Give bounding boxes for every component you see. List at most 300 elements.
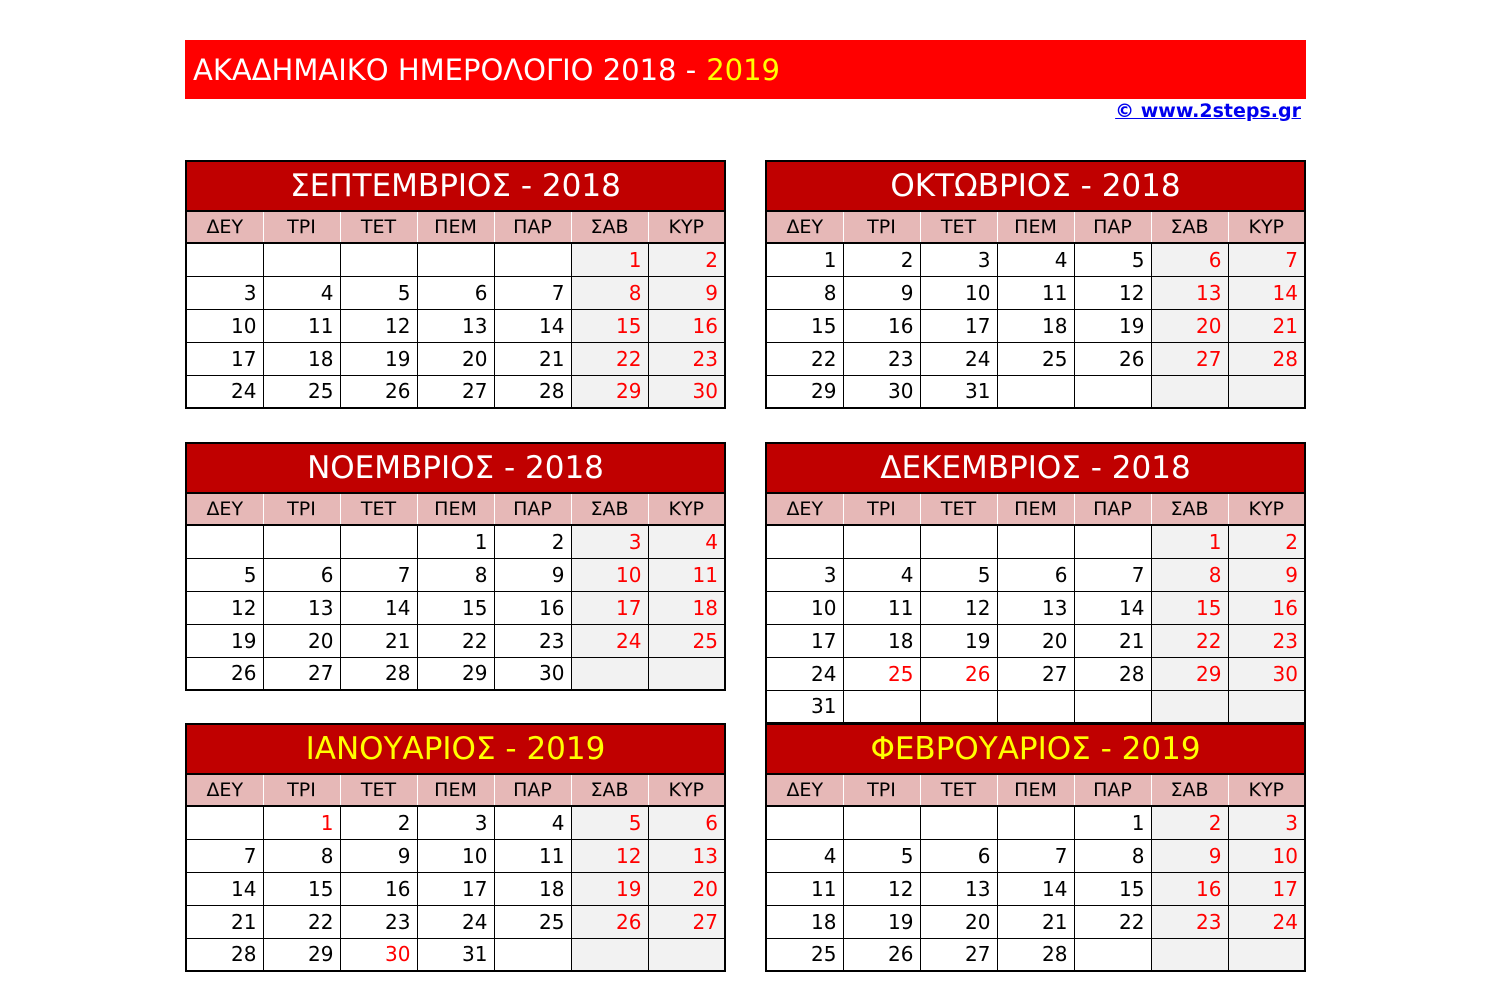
weekday-header: ΔΕΥ — [766, 211, 843, 243]
day-cell: 29 — [263, 938, 340, 971]
day-cell — [494, 938, 571, 971]
day-cell: 22 — [417, 624, 494, 657]
weekday-header: ΚΥΡ — [648, 774, 725, 806]
day-cell: 12 — [843, 872, 920, 905]
day-cell: 1 — [1151, 525, 1228, 558]
weekday-header: ΤΕΤ — [920, 211, 997, 243]
day-cell: 20 — [263, 624, 340, 657]
day-cell: 24 — [571, 624, 648, 657]
day-cell: 4 — [997, 243, 1074, 276]
day-cell: 24 — [186, 375, 263, 408]
day-cell — [997, 375, 1074, 408]
day-cell: 29 — [571, 375, 648, 408]
day-cell: 21 — [186, 905, 263, 938]
day-cell: 9 — [340, 839, 417, 872]
day-cell: 6 — [997, 558, 1074, 591]
day-cell: 21 — [340, 624, 417, 657]
day-cell — [1228, 938, 1305, 971]
month-table — [765, 723, 1306, 972]
day-cell: 24 — [417, 905, 494, 938]
weekday-header: ΠΕΜ — [997, 493, 1074, 525]
day-cell: 24 — [1228, 905, 1305, 938]
month-table — [765, 160, 1306, 409]
day-cell: 5 — [1074, 243, 1151, 276]
day-cell: 25 — [263, 375, 340, 408]
week-row — [186, 657, 725, 690]
month-title: ΦΕΒΡΟΥΑΡΙΟΣ - 2019 — [766, 724, 1305, 774]
week-row — [186, 591, 725, 624]
day-cell: 8 — [1151, 558, 1228, 591]
day-cell: 25 — [843, 657, 920, 690]
day-cell — [186, 243, 263, 276]
day-cell: 21 — [494, 342, 571, 375]
day-cell: 27 — [648, 905, 725, 938]
day-cell: 14 — [340, 591, 417, 624]
day-cell: 8 — [766, 276, 843, 309]
day-cell: 27 — [1151, 342, 1228, 375]
day-cell: 15 — [263, 872, 340, 905]
day-cell: 16 — [494, 591, 571, 624]
day-cell: 1 — [571, 243, 648, 276]
weekday-header: ΤΡΙ — [263, 774, 340, 806]
weekday-header: ΤΡΙ — [843, 774, 920, 806]
day-cell: 23 — [1151, 905, 1228, 938]
day-cell: 2 — [1228, 525, 1305, 558]
day-cell — [997, 806, 1074, 839]
day-cell: 20 — [417, 342, 494, 375]
day-cell: 13 — [417, 309, 494, 342]
weekday-header: ΚΥΡ — [1228, 493, 1305, 525]
day-cell: 7 — [186, 839, 263, 872]
day-cell: 7 — [494, 276, 571, 309]
day-cell: 16 — [648, 309, 725, 342]
day-cell: 9 — [843, 276, 920, 309]
weekday-header: ΔΕΥ — [766, 774, 843, 806]
day-cell: 17 — [186, 342, 263, 375]
day-cell — [1074, 375, 1151, 408]
day-cell: 4 — [648, 525, 725, 558]
month-title: ΟΚΤΩΒΡΙΟΣ - 2018 — [766, 161, 1305, 211]
weekday-header: ΚΥΡ — [648, 493, 725, 525]
day-cell: 8 — [263, 839, 340, 872]
month-calendar — [765, 160, 1306, 409]
weekday-header: ΤΡΙ — [843, 493, 920, 525]
weekday-header: ΚΥΡ — [1228, 774, 1305, 806]
day-cell: 22 — [263, 905, 340, 938]
day-cell: 16 — [1151, 872, 1228, 905]
month-title: ΣΕΠΤΕΜΒΡΙΟΣ - 2018 — [186, 161, 725, 211]
weekday-header: ΠΑΡ — [1074, 493, 1151, 525]
day-cell — [571, 938, 648, 971]
day-cell: 22 — [571, 342, 648, 375]
day-cell: 17 — [1228, 872, 1305, 905]
day-cell — [1228, 690, 1305, 723]
day-cell: 2 — [648, 243, 725, 276]
day-cell: 4 — [494, 806, 571, 839]
day-cell — [263, 243, 340, 276]
day-cell: 26 — [920, 657, 997, 690]
day-cell: 11 — [263, 309, 340, 342]
day-cell: 17 — [920, 309, 997, 342]
week-row — [766, 276, 1305, 309]
day-cell: 17 — [417, 872, 494, 905]
day-cell: 26 — [843, 938, 920, 971]
weekday-header: ΠΕΜ — [417, 493, 494, 525]
day-cell: 29 — [417, 657, 494, 690]
day-cell: 28 — [494, 375, 571, 408]
day-cell: 6 — [417, 276, 494, 309]
day-cell — [571, 657, 648, 690]
day-cell: 12 — [571, 839, 648, 872]
month-table — [185, 160, 726, 409]
weekday-header: ΤΕΤ — [340, 211, 417, 243]
month-table — [765, 442, 1306, 724]
day-cell: 9 — [1151, 839, 1228, 872]
day-cell: 2 — [1151, 806, 1228, 839]
day-cell: 6 — [1151, 243, 1228, 276]
day-cell: 15 — [417, 591, 494, 624]
day-cell: 6 — [263, 558, 340, 591]
day-cell: 11 — [997, 276, 1074, 309]
page-title-banner — [185, 40, 1306, 99]
month-calendar — [185, 160, 726, 409]
day-cell — [766, 806, 843, 839]
week-row — [766, 375, 1305, 408]
day-cell: 18 — [766, 905, 843, 938]
month-calendar — [185, 723, 726, 972]
day-cell: 13 — [648, 839, 725, 872]
day-cell: 23 — [843, 342, 920, 375]
day-cell: 20 — [648, 872, 725, 905]
day-cell: 20 — [1151, 309, 1228, 342]
day-cell — [1151, 938, 1228, 971]
weekday-header: ΤΕΤ — [340, 493, 417, 525]
weekday-header: ΔΕΥ — [186, 493, 263, 525]
week-row — [766, 657, 1305, 690]
day-cell — [494, 243, 571, 276]
day-cell: 28 — [1074, 657, 1151, 690]
day-cell: 26 — [340, 375, 417, 408]
page-title-year: 2019 — [706, 52, 780, 87]
month-title: ΝΟΕΜΒΡΙΟΣ - 2018 — [186, 443, 725, 493]
day-cell: 10 — [920, 276, 997, 309]
day-cell — [186, 525, 263, 558]
month-title: ΔΕΚΕΜΒΡΙΟΣ - 2018 — [766, 443, 1305, 493]
week-row — [186, 905, 725, 938]
day-cell — [843, 806, 920, 839]
day-cell: 2 — [843, 243, 920, 276]
weekday-header: ΔΕΥ — [766, 493, 843, 525]
day-cell — [843, 690, 920, 723]
day-cell: 16 — [340, 872, 417, 905]
weekday-header: ΣΑΒ — [1151, 774, 1228, 806]
day-cell: 19 — [571, 872, 648, 905]
day-cell: 12 — [1074, 276, 1151, 309]
weekday-header: ΣΑΒ — [571, 493, 648, 525]
weekday-header: ΠΑΡ — [494, 211, 571, 243]
day-cell: 22 — [766, 342, 843, 375]
week-row — [186, 342, 725, 375]
weekday-header: ΤΕΤ — [920, 774, 997, 806]
weekday-header: ΚΥΡ — [648, 211, 725, 243]
day-cell: 9 — [1228, 558, 1305, 591]
weekday-header: ΤΡΙ — [263, 493, 340, 525]
day-cell: 18 — [648, 591, 725, 624]
weekday-header: ΠΕΜ — [997, 774, 1074, 806]
day-cell — [766, 525, 843, 558]
day-cell: 27 — [263, 657, 340, 690]
day-cell: 3 — [186, 276, 263, 309]
week-row — [766, 342, 1305, 375]
week-row — [766, 243, 1305, 276]
weekday-header: ΚΥΡ — [1228, 211, 1305, 243]
day-cell: 7 — [997, 839, 1074, 872]
weekday-header: ΤΡΙ — [263, 211, 340, 243]
day-cell: 11 — [648, 558, 725, 591]
day-cell: 12 — [340, 309, 417, 342]
day-cell: 31 — [920, 375, 997, 408]
weekday-header: ΤΕΤ — [340, 774, 417, 806]
day-cell: 17 — [766, 624, 843, 657]
day-cell: 19 — [340, 342, 417, 375]
week-row — [186, 309, 725, 342]
week-row — [186, 525, 725, 558]
day-cell: 7 — [1074, 558, 1151, 591]
day-cell: 10 — [766, 591, 843, 624]
month-table — [185, 442, 726, 691]
day-cell: 19 — [186, 624, 263, 657]
week-row — [766, 558, 1305, 591]
day-cell — [1151, 690, 1228, 723]
month-table — [185, 723, 726, 972]
weekday-header: ΠΕΜ — [417, 211, 494, 243]
day-cell: 29 — [1151, 657, 1228, 690]
day-cell — [340, 243, 417, 276]
month-calendar — [185, 442, 726, 691]
day-cell: 7 — [340, 558, 417, 591]
day-cell — [920, 525, 997, 558]
week-row — [766, 806, 1305, 839]
day-cell: 6 — [648, 806, 725, 839]
week-row — [186, 243, 725, 276]
week-row — [766, 938, 1305, 971]
day-cell: 24 — [766, 657, 843, 690]
weekday-header: ΠΑΡ — [1074, 774, 1151, 806]
weekday-header: ΤΕΤ — [920, 493, 997, 525]
day-cell: 14 — [186, 872, 263, 905]
week-row — [766, 525, 1305, 558]
week-row — [766, 872, 1305, 905]
day-cell: 12 — [920, 591, 997, 624]
day-cell: 3 — [766, 558, 843, 591]
page-title: ΑΚΑΔΗΜΑΙΚΟ ΗΜΕΡΟΛΟΓΙΟ 2018 - — [193, 52, 697, 87]
month-calendar — [765, 723, 1306, 972]
day-cell: 13 — [920, 872, 997, 905]
day-cell: 3 — [571, 525, 648, 558]
week-row — [186, 806, 725, 839]
day-cell: 12 — [186, 591, 263, 624]
day-cell: 18 — [494, 872, 571, 905]
day-cell: 16 — [843, 309, 920, 342]
day-cell: 26 — [571, 905, 648, 938]
day-cell: 20 — [920, 905, 997, 938]
day-cell: 8 — [1074, 839, 1151, 872]
day-cell: 5 — [340, 276, 417, 309]
day-cell: 18 — [843, 624, 920, 657]
day-cell: 28 — [340, 657, 417, 690]
day-cell: 19 — [1074, 309, 1151, 342]
day-cell: 13 — [263, 591, 340, 624]
day-cell: 25 — [648, 624, 725, 657]
weekday-header: ΣΑΒ — [571, 774, 648, 806]
day-cell — [1074, 690, 1151, 723]
day-cell: 25 — [766, 938, 843, 971]
day-cell: 1 — [766, 243, 843, 276]
day-cell: 2 — [340, 806, 417, 839]
day-cell: 3 — [417, 806, 494, 839]
day-cell: 16 — [1228, 591, 1305, 624]
day-cell: 5 — [843, 839, 920, 872]
day-cell: 9 — [494, 558, 571, 591]
day-cell: 1 — [1074, 806, 1151, 839]
day-cell: 5 — [186, 558, 263, 591]
day-cell: 26 — [186, 657, 263, 690]
week-row — [186, 872, 725, 905]
week-row — [186, 624, 725, 657]
day-cell: 1 — [417, 525, 494, 558]
day-cell: 8 — [417, 558, 494, 591]
day-cell: 6 — [920, 839, 997, 872]
day-cell: 29 — [766, 375, 843, 408]
week-row — [766, 839, 1305, 872]
week-row — [766, 591, 1305, 624]
day-cell: 25 — [997, 342, 1074, 375]
day-cell: 5 — [571, 806, 648, 839]
day-cell: 15 — [1074, 872, 1151, 905]
day-cell — [920, 690, 997, 723]
week-row — [766, 690, 1305, 723]
day-cell: 17 — [571, 591, 648, 624]
day-cell — [263, 525, 340, 558]
weekday-header: ΠΑΡ — [494, 493, 571, 525]
day-cell: 14 — [1074, 591, 1151, 624]
day-cell: 13 — [997, 591, 1074, 624]
day-cell — [648, 938, 725, 971]
day-cell: 23 — [648, 342, 725, 375]
weekday-header: ΠΑΡ — [1074, 211, 1151, 243]
day-cell: 3 — [920, 243, 997, 276]
day-cell: 11 — [494, 839, 571, 872]
day-cell — [186, 806, 263, 839]
weekday-header: ΠΕΜ — [417, 774, 494, 806]
day-cell: 11 — [766, 872, 843, 905]
week-row — [766, 309, 1305, 342]
day-cell: 24 — [920, 342, 997, 375]
week-row — [186, 839, 725, 872]
day-cell: 27 — [417, 375, 494, 408]
week-row — [186, 375, 725, 408]
day-cell: 21 — [1228, 309, 1305, 342]
day-cell: 30 — [340, 938, 417, 971]
day-cell: 21 — [1074, 624, 1151, 657]
week-row — [186, 276, 725, 309]
day-cell — [648, 657, 725, 690]
day-cell: 10 — [1228, 839, 1305, 872]
weekday-header: ΔΕΥ — [186, 211, 263, 243]
weekday-header: ΤΡΙ — [843, 211, 920, 243]
day-cell: 15 — [1151, 591, 1228, 624]
day-cell: 9 — [648, 276, 725, 309]
day-cell: 19 — [920, 624, 997, 657]
day-cell: 14 — [494, 309, 571, 342]
day-cell: 20 — [997, 624, 1074, 657]
day-cell: 28 — [1228, 342, 1305, 375]
day-cell: 3 — [1228, 806, 1305, 839]
day-cell: 2 — [494, 525, 571, 558]
day-cell: 14 — [1228, 276, 1305, 309]
day-cell: 19 — [843, 905, 920, 938]
week-row — [186, 558, 725, 591]
month-calendar — [765, 442, 1306, 724]
day-cell: 31 — [417, 938, 494, 971]
day-cell: 23 — [340, 905, 417, 938]
day-cell: 18 — [997, 309, 1074, 342]
weekday-header: ΣΑΒ — [1151, 493, 1228, 525]
day-cell — [1074, 525, 1151, 558]
day-cell: 30 — [494, 657, 571, 690]
day-cell — [340, 525, 417, 558]
day-cell — [920, 806, 997, 839]
weekday-header: ΣΑΒ — [1151, 211, 1228, 243]
day-cell: 11 — [843, 591, 920, 624]
weekday-header: ΔΕΥ — [186, 774, 263, 806]
weekday-header: ΠΕΜ — [997, 211, 1074, 243]
day-cell: 13 — [1151, 276, 1228, 309]
day-cell: 10 — [186, 309, 263, 342]
day-cell: 28 — [186, 938, 263, 971]
day-cell: 30 — [843, 375, 920, 408]
day-cell: 30 — [648, 375, 725, 408]
day-cell: 27 — [997, 657, 1074, 690]
day-cell — [843, 525, 920, 558]
day-cell: 8 — [571, 276, 648, 309]
copyright-link[interactable]: © www.2steps.gr — [1115, 100, 1301, 122]
day-cell: 23 — [494, 624, 571, 657]
day-cell — [1228, 375, 1305, 408]
week-row — [766, 905, 1305, 938]
day-cell: 14 — [997, 872, 1074, 905]
day-cell: 4 — [263, 276, 340, 309]
weekday-header: ΣΑΒ — [571, 211, 648, 243]
day-cell: 15 — [766, 309, 843, 342]
day-cell: 10 — [571, 558, 648, 591]
day-cell: 4 — [843, 558, 920, 591]
day-cell: 15 — [571, 309, 648, 342]
weekday-header: ΠΑΡ — [494, 774, 571, 806]
day-cell: 21 — [997, 905, 1074, 938]
day-cell: 7 — [1228, 243, 1305, 276]
day-cell — [997, 690, 1074, 723]
day-cell — [997, 525, 1074, 558]
day-cell — [1151, 375, 1228, 408]
day-cell: 4 — [766, 839, 843, 872]
day-cell: 31 — [766, 690, 843, 723]
day-cell — [1074, 938, 1151, 971]
day-cell — [417, 243, 494, 276]
month-title: ΙΑΝΟΥΑΡΙΟΣ - 2019 — [186, 724, 725, 774]
week-row — [766, 624, 1305, 657]
day-cell: 23 — [1228, 624, 1305, 657]
